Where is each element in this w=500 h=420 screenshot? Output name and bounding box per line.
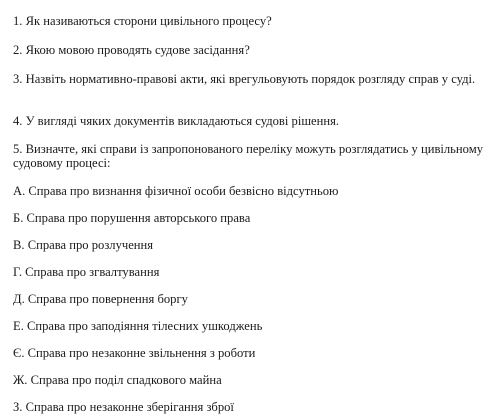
option-d: Д. Справа про повернення боргу [13, 292, 188, 306]
option-v: В. Справа про розлучення [13, 238, 154, 252]
option-b: Б. Справа про порушення авторського права [13, 211, 251, 225]
question-2: 2. Якою мовою проводять судове засідання? [13, 43, 250, 57]
option-zh: Ж. Справа про поділ спадкового майна [13, 373, 222, 387]
question-3: 3. Назвіть нормативно-правові акти, які врегульовують порядок розгляду справ у суді. [13, 72, 476, 86]
option-z: З. Справа про незаконне зберігання зброї [13, 400, 234, 414]
question-1: 1. Як називаються сторони цивільного процесу? [13, 14, 272, 28]
option-ye: Є. Справа про незаконне звільнення з роботи [13, 346, 256, 360]
option-h: Г. Справа про згвалтування [13, 265, 160, 279]
question-4: 4. У вигляді чяких документів викладаються судові рішення. [13, 114, 340, 128]
option-a: А. Справа про визнання фізичної особи безвісно відсутньою [13, 184, 339, 198]
question-5: 5. Визначте, які справи із запропонованого переліку можуть розглядатись у цивільному судовому процесі: [13, 142, 483, 170]
option-e: Е. Справа про заподіяння тілесних ушкоджень [13, 319, 263, 333]
